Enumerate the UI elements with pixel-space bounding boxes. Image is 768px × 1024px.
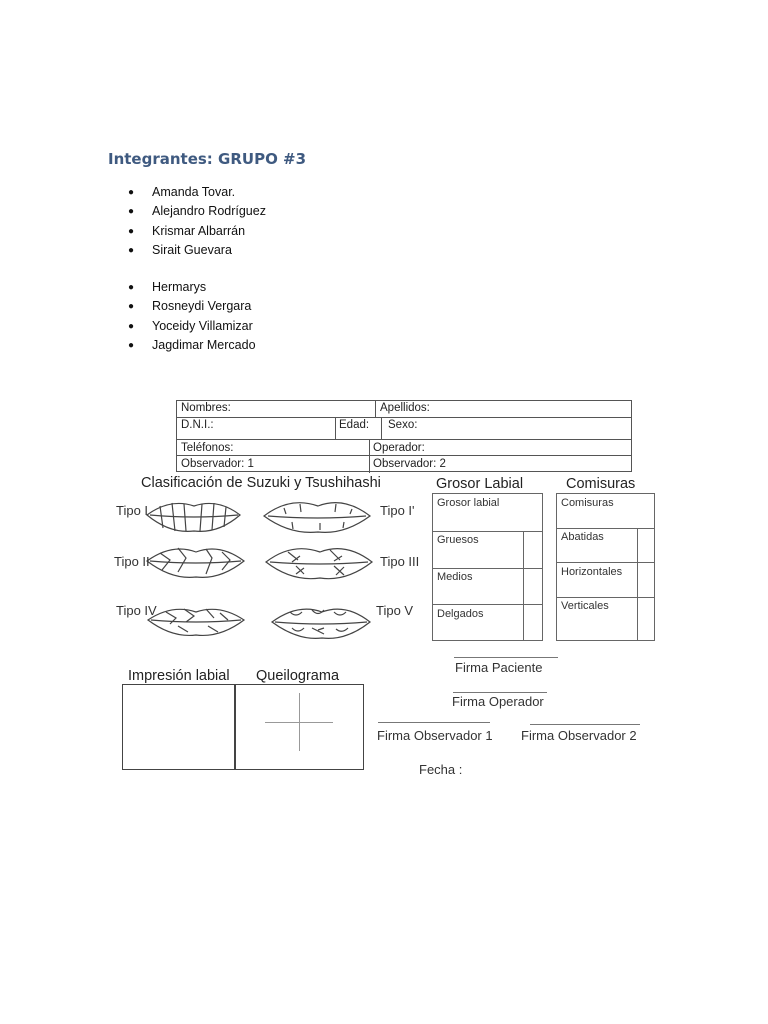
grosor-table (432, 493, 543, 641)
operador-label: Operador: (373, 442, 425, 454)
signature-line (453, 692, 547, 693)
signature-line (378, 722, 490, 723)
lip-type-iii-icon (266, 549, 372, 579)
comisuras-title: Comisuras (566, 476, 636, 492)
observador2-label: Observador: 2 (373, 458, 446, 470)
firma-observador1: Firma Observador 1 (377, 728, 493, 743)
dni-label: D.N.I.: (181, 419, 214, 431)
lip-type-i-prime-icon (264, 503, 370, 533)
firma-operador: Firma Operador (452, 694, 544, 709)
lip-type-iv-icon (148, 609, 244, 635)
bullet-icon: ● (128, 301, 135, 313)
comisuras-row: Verticales (561, 600, 609, 612)
queilograma-label: Queilograma (256, 668, 340, 684)
sexo-label: Sexo: (388, 419, 418, 431)
grosor-header: Grosor labial (437, 497, 500, 509)
comisuras-row: Abatidas (561, 531, 604, 543)
tipo-ii-label: Tipo II (114, 554, 150, 569)
member-name: Yoceidy Villamizar (152, 318, 253, 333)
bullet-icon: ● (128, 340, 135, 352)
impresion-label: Impresión labial (128, 668, 230, 684)
bullet-icon: ● (128, 187, 135, 198)
lip-type-v-icon (272, 609, 370, 638)
comisuras-header: Comisuras (561, 497, 614, 509)
lip-type-i-icon (147, 503, 240, 531)
tipo-v-label: Tipo V (376, 603, 414, 618)
nombres-label: Nombres: (181, 402, 231, 414)
member-name: Jagdimar Mercado (152, 338, 256, 353)
bullet-icon: ● (128, 282, 135, 294)
edad-label: Edad: (339, 419, 370, 431)
bullet-icon: ● (128, 244, 135, 256)
grosor-row: Delgados (437, 608, 484, 620)
lip-type-ii-icon (147, 548, 244, 577)
member-name: Amanda Tovar. (152, 185, 236, 199)
grosor-row: Gruesos (437, 534, 479, 546)
member-name: Alejandro Rodríguez (152, 204, 266, 219)
member-name: Krismar Albarrán (152, 223, 246, 238)
tipo-i-prime-label: Tipo I' (380, 503, 415, 518)
tipo-i-label: Tipo I (116, 503, 149, 518)
apellidos-label: Apellidos: (380, 402, 430, 414)
grosor-row: Medios (437, 571, 473, 583)
bullet-icon: ● (128, 206, 135, 218)
classification-title: Clasificación de Suzuki y Tsushihashi (141, 475, 381, 491)
impresion-queilograma-box (122, 684, 364, 770)
comisuras-row: Horizontales (561, 566, 623, 578)
signature-line (454, 657, 558, 658)
observador1-label: Observador: 1 (181, 458, 254, 470)
page-title: Integrantes: GRUPO #3 (108, 150, 307, 168)
bullet-icon: ● (128, 320, 135, 332)
member-name: Rosneydi Vergara (152, 299, 252, 314)
signature-line (530, 724, 640, 725)
fecha-label: Fecha : (419, 762, 463, 777)
tipo-iv-label: Tipo IV (116, 603, 157, 618)
grosor-title: Grosor Labial (436, 476, 524, 492)
firma-paciente: Firma Paciente (455, 660, 543, 675)
member-name: Sirait Guevara (152, 242, 232, 257)
bullet-icon: ● (128, 225, 135, 237)
telefonos-label: Teléfonos: (181, 442, 234, 454)
comisuras-table (556, 493, 655, 641)
tipo-iii-label: Tipo III (380, 554, 420, 569)
member-name: Hermarys (152, 280, 207, 295)
firma-observador2: Firma Observador 2 (521, 728, 637, 743)
